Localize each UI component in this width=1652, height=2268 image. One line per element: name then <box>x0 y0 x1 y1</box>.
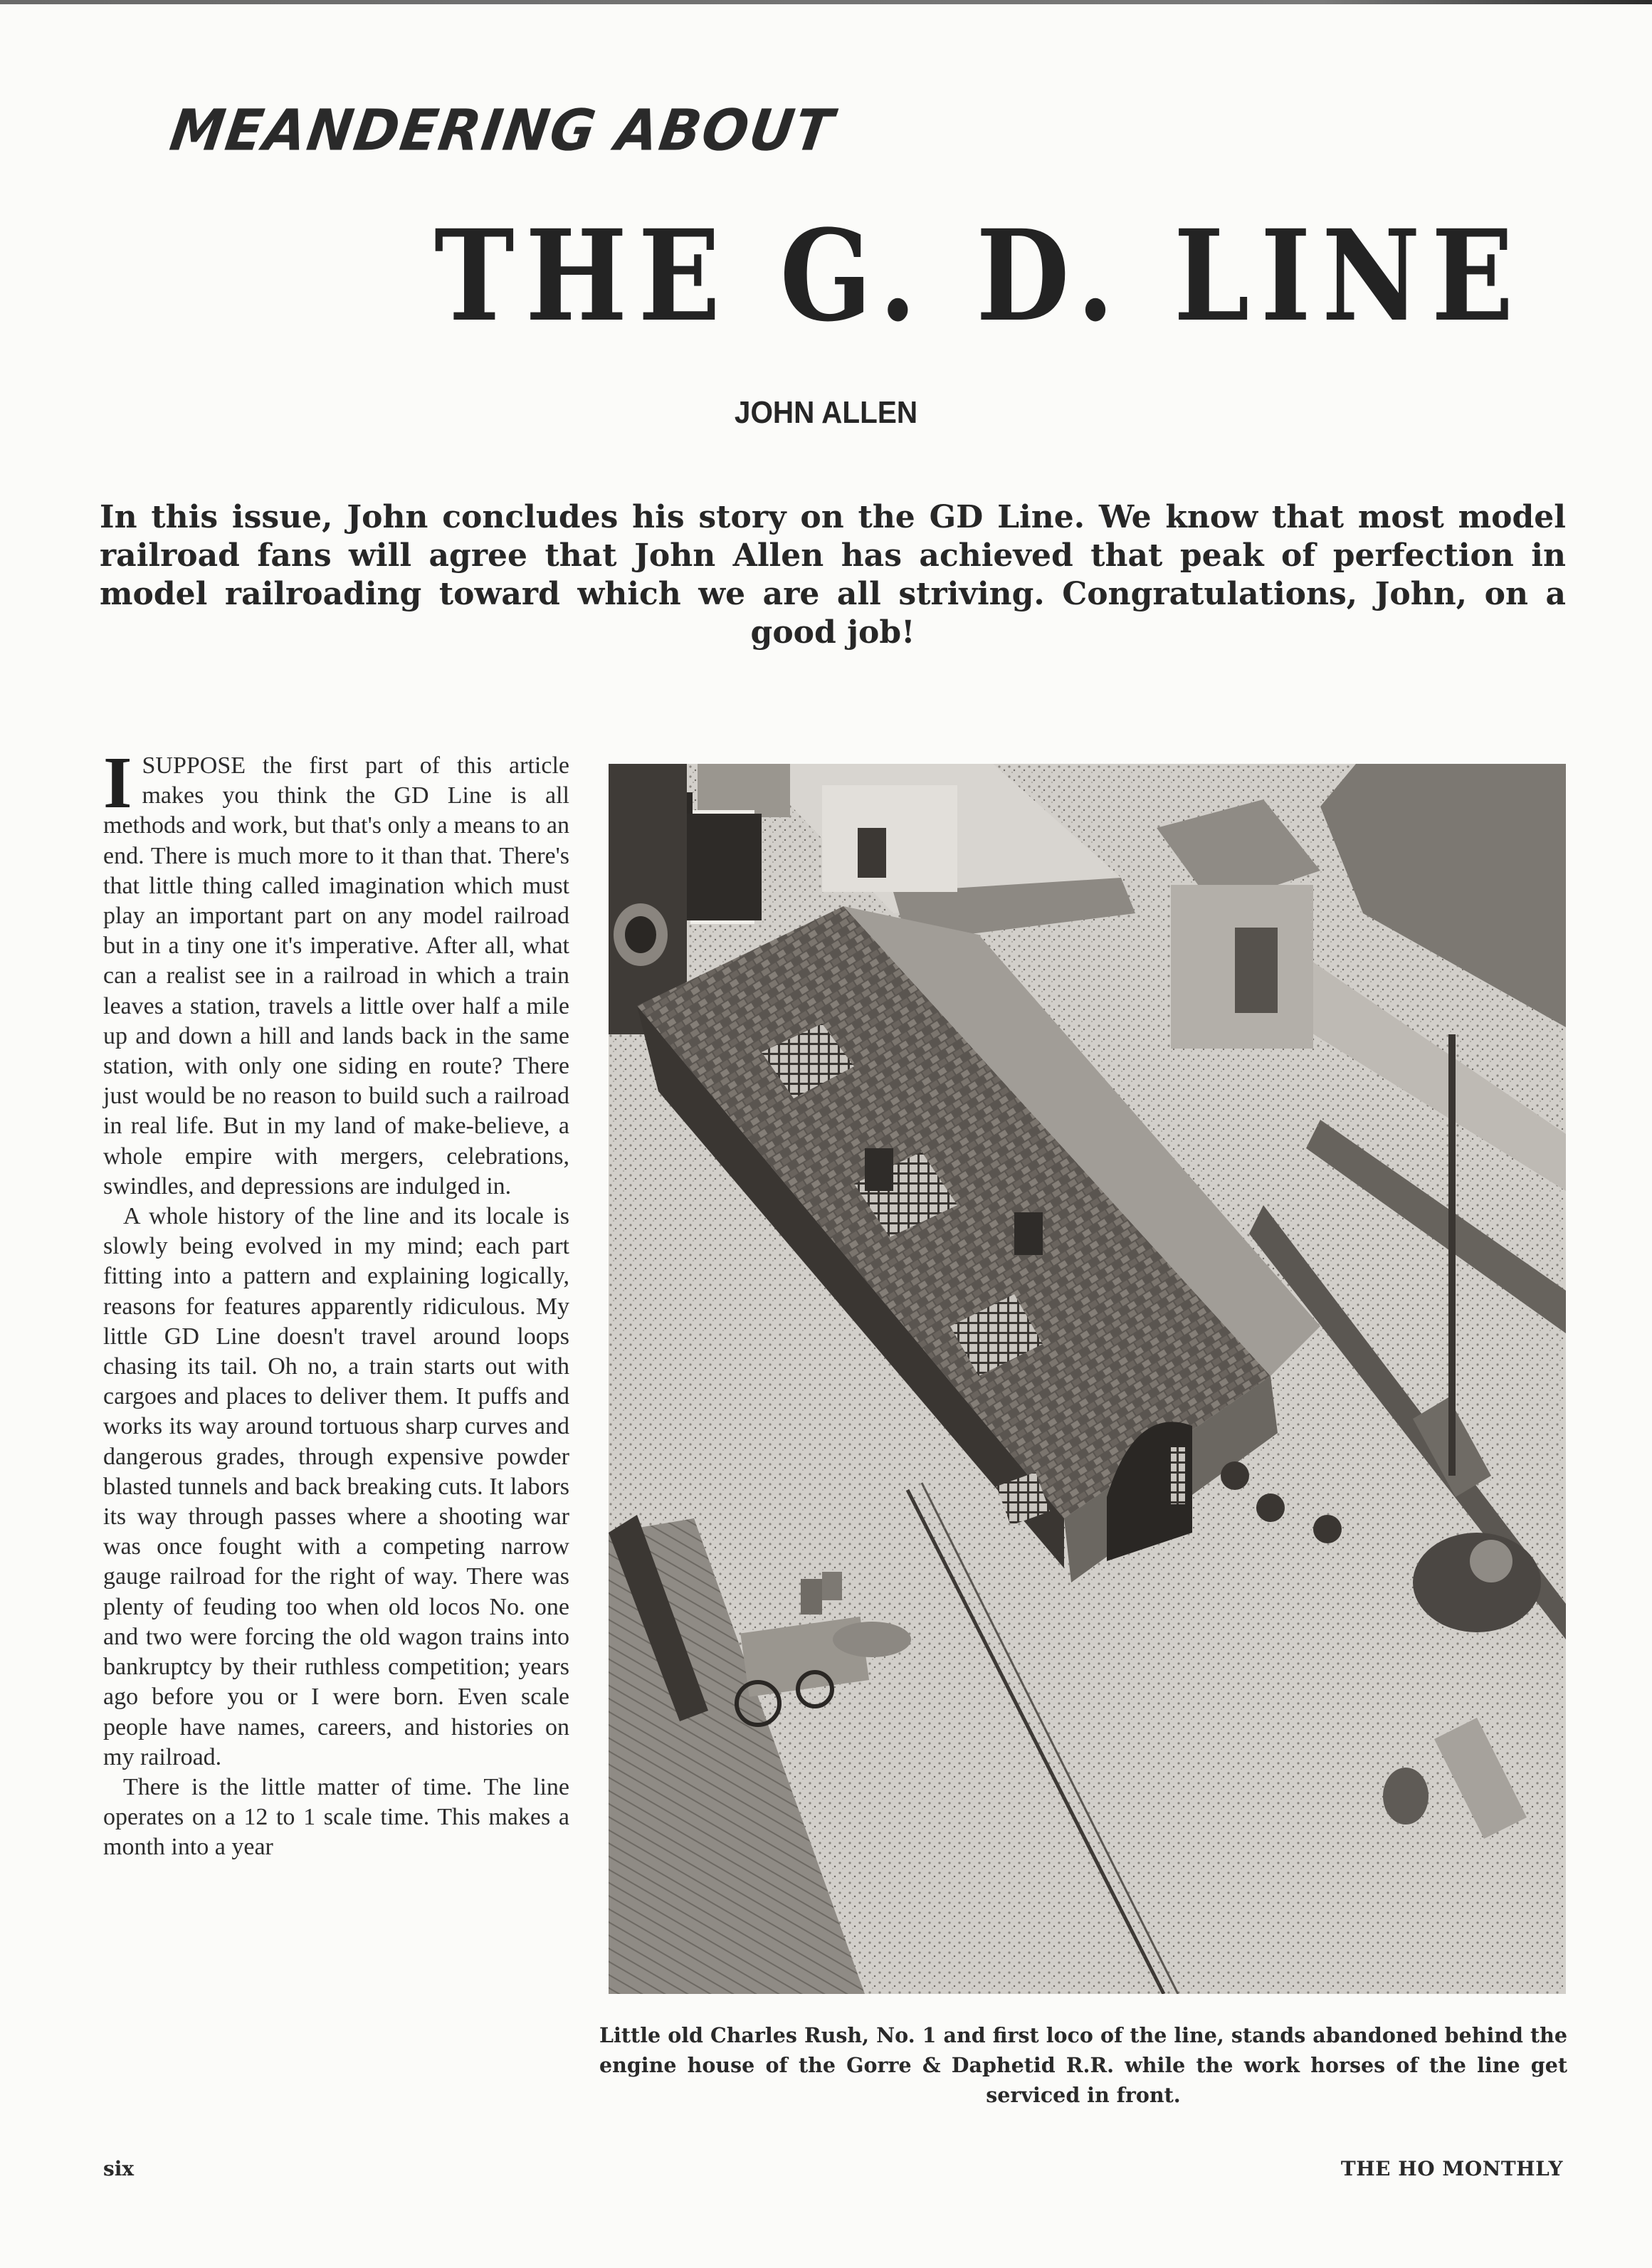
water-tank <box>698 764 790 817</box>
article-headline: THE G. D. LINE <box>434 202 1525 350</box>
photo-illustration <box>609 764 1566 1994</box>
page-top-edge <box>0 0 1652 4</box>
article-body <box>103 742 569 1863</box>
paragraph-text: SUPPOSE the first part of this article makes you think the GD Line is all methods and work, but that's only a means to an end. There is much more to it than that. There's that little thing called imagination which must play an important part on any model railroad but in a tiny one it's imperative. After all, what can a realist see in a railroad in which a train leaves a station, travels a little over half a mile up and down a hill and lands back in the same station, with only one siding en route? There just would be no reason to build such a railroad in real life. But in my land of make-believe, a whole empire with mergers, celebrations, swindles, and depressions are indulged in. <box>103 752 569 1199</box>
article-kicker: MEANDERING ABOUT <box>166 96 838 164</box>
body-paragraph: A whole history of the line and its locale is slowly being evolved in my mind; each part fitting into a pattern and explaining logically, reasons for features apparently ridiculous. My little GD Line doesn't travel around loops chasing its tail. Oh no, a train starts out with cargoes and places to deliver them. It puffs and works its way around tortuous sharp curves and dangerous grades, through expensive powder blasted tunnels and back breaking cuts. It labors its way through passes where a shooting war was once fought with a competing narrow gauge railroad for the right of way. There was plenty of feuding too when old locos No. one and two were forcing the old wagon trains into bankruptcy by their ruthless competition; years ago before you or I were born. Even scale people have names, careers, and histories on my railroad. <box>103 1203 569 1770</box>
article-deck: In this issue, John concludes his story on the GD Line. We know that most model railroad fans will agree that John Allen has achieved that peak of perfection in model railroading toward which we are all striving. Congratulations, John, on a good job! <box>100 499 1566 651</box>
horse <box>833 1622 911 1657</box>
telegraph-pole <box>1448 1034 1456 1476</box>
publication-name: THE HO MONTHLY <box>1340 2157 1563 2180</box>
body-paragraph <box>103 742 569 1202</box>
drop-cap: I <box>103 742 132 824</box>
photo-caption: Little old Charles Rush, No. 1 and first loco of the line, stands abandoned behind the engine house of the Gorre & Daphetid R.R. while the work horses of the line get serviced in front. <box>599 2023 1567 2107</box>
body-paragraph: There is the little matter of time. The line operates on a 12 to 1 scale time. This makes a month into a year <box>103 1773 569 1861</box>
article-photo <box>609 764 1566 1994</box>
page-number: six <box>103 2157 135 2180</box>
barrel <box>1383 1768 1429 1825</box>
article-byline: JOHN ALLEN <box>734 395 918 430</box>
